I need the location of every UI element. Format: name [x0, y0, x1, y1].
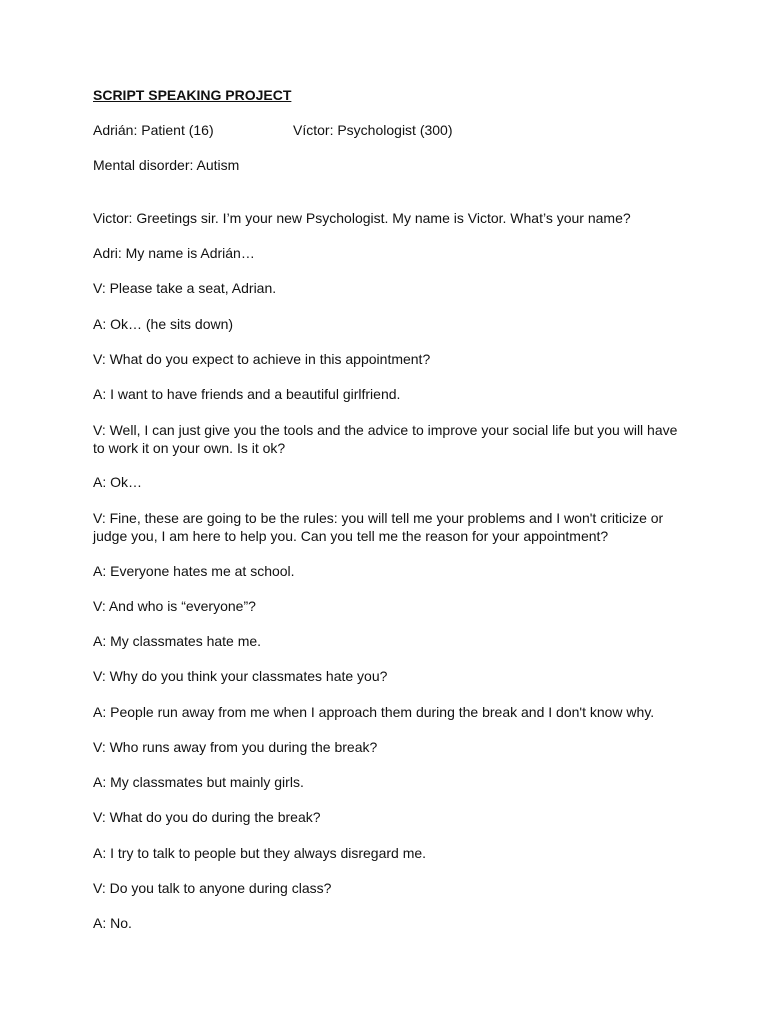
dialogue-line: V: What do you expect to achieve in this appointment?: [93, 351, 431, 367]
dialogue-line: A: No.: [93, 915, 132, 931]
dialogue-line: A: I try to talk to people but they always disregard me.: [93, 845, 427, 861]
dialogue-line: A: My classmates hate me.: [93, 633, 262, 649]
dialogue-line: V: What do you do during the break?: [93, 809, 321, 825]
document-title: SCRIPT SPEAKING PROJECT: [93, 87, 292, 103]
dialogue-paragraph: V: Fine, these are going to be the rules: you will tell me your problems and I won't criticize or judge you, I am here to help you. Can you tell me the reason for your appointment?: [93, 510, 664, 544]
dialogue-line: A: Everyone hates me at school.: [93, 563, 295, 579]
dialogue-line: V: Do you talk to anyone during class?: [93, 880, 332, 896]
dialogue-line: A: People run away from me when I approach them during the break and I don't know why.: [93, 704, 655, 720]
psychologist-role: Víctor: Psychologist (300): [293, 122, 453, 138]
dialogue-line: Victor: Greetings sir. I’m your new Psychologist. My name is Victor. What’s your name?: [93, 210, 631, 226]
dialogue-paragraph: V: Well, I can just give you the tools and the advice to improve your social life but you will have to work it on your own. Is it ok?: [93, 422, 678, 456]
dialogue-line: V: Why do you think your classmates hate you?: [93, 668, 388, 684]
dialogue-line: Adri: My name is Adrián…: [93, 245, 255, 261]
dialogue-line: A: I want to have friends and a beautiful girlfriend.: [93, 386, 401, 402]
mental-disorder-line: Mental disorder: Autism: [93, 157, 240, 173]
dialogue-line: A: My classmates but mainly girls.: [93, 774, 304, 790]
dialogue-line: A: Ok…: [93, 474, 143, 490]
dialogue-line: V: And who is “everyone”?: [93, 598, 256, 614]
patient-role: Adrián: Patient (16): [93, 122, 214, 138]
dialogue-line: A: Ok… (he sits down): [93, 316, 234, 332]
dialogue-line: V: Please take a seat, Adrian.: [93, 280, 277, 296]
dialogue-line: V: Who runs away from you during the break?: [93, 739, 378, 755]
